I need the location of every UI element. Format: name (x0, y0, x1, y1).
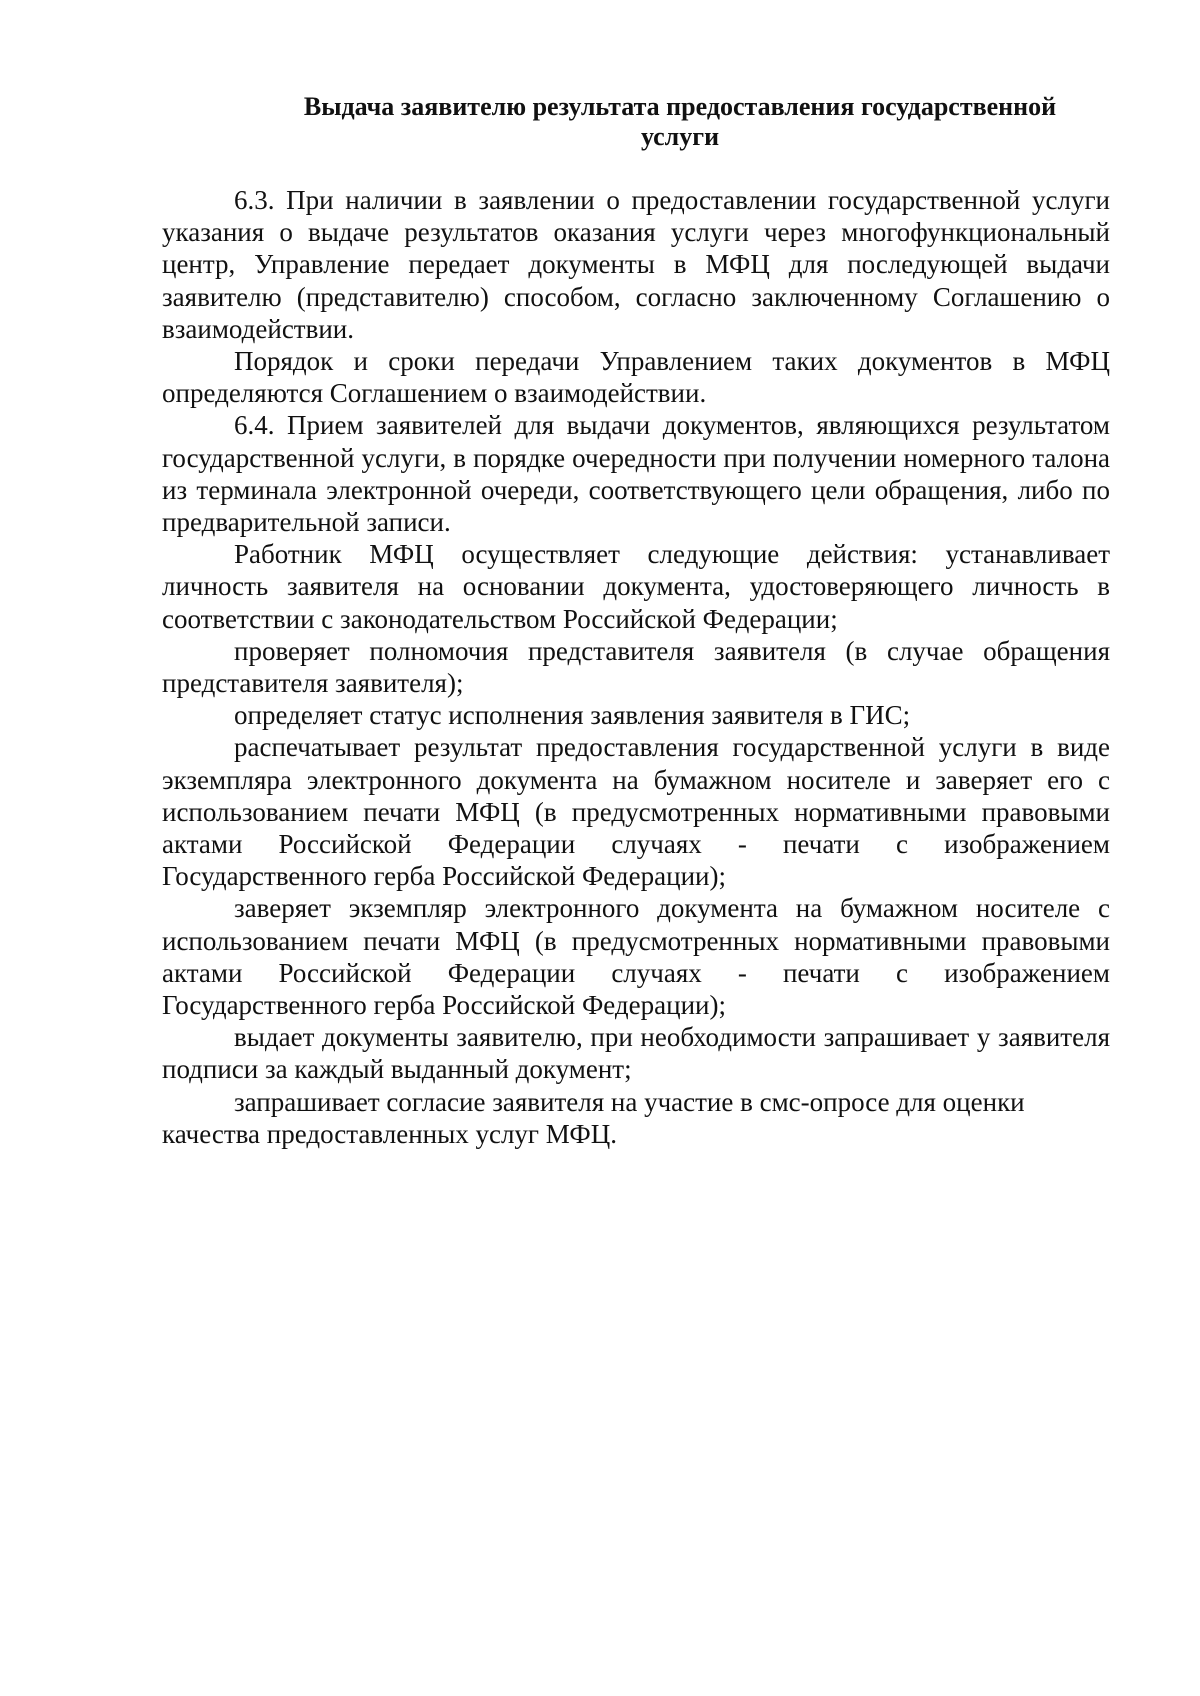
paragraph-issue-documents: выдает документы заявителю, при необходимости запрашивает у заявителя подписи за каждый выданный документ; (162, 1022, 1110, 1085)
paragraph-6-3: 6.3. При наличии в заявлении о предоставлении государственной услуги указания о выдаче результатов оказания услуги через многофункциональный центр, Управление передает документы в МФЦ для последующей выдачи заявителю (представителю) способом, согласно заключенному Соглашению о взаимодействии. (162, 185, 1110, 344)
section-heading-line-2: услуги (640, 122, 720, 151)
paragraph-worker-actions: Работник МФЦ осуществляет следующие действия: устанавливает личность заявителя на основании документа, удостоверяющего личность в соответствии с законодательством Российской Федерации; (162, 539, 1110, 634)
section-heading (200, 92, 1160, 152)
paragraph-certify-copy: заверяет экземпляр электронного документа на бумажном носителе с использованием печати МФЦ (в предусмотренных нормативными правовыми актами Российской Федерации случаях - печати с изображением Государственного герба Российской Федерации); (162, 893, 1110, 1021)
paragraph-sms-survey: запрашивает согласие заявителя на участие в смс-опросе для оценки качества предоставленных услуг МФЦ. (162, 1086, 1025, 1149)
paragraph-transfer-order: Порядок и сроки передачи Управлением таких документов в МФЦ определяются Соглашением о взаимодействии. (162, 346, 1110, 409)
paragraph-determine-status: определяет статус исполнения заявления заявителя в ГИС; (234, 700, 911, 731)
document-body (162, 184, 1110, 1150)
paragraph-check-authority: проверяет полномочия представителя заявителя (в случае обращения представителя заявителя); (162, 635, 1110, 699)
paragraph-print-result: распечатывает результат предоставления государственной услуги в виде экземпляра электронного документа на бумажном носителе и заверяет его с использованием печати МФЦ (в предусмотренных нормативными правовыми актами Российской Федерации случаях - печати с изображением Государственного герба Российской Федерации); (162, 732, 1110, 892)
paragraph-6-4: 6.4. Прием заявителей для выдачи документов, являющихся результатом государственной услуги, в порядке очередности при получении номерного талона из терминала электронной очереди, соответствующего цели обращения, либо по предварительной записи. (162, 410, 1110, 538)
section-heading-line-1: Выдача заявителю результата предоставления государственной (303, 92, 1057, 121)
